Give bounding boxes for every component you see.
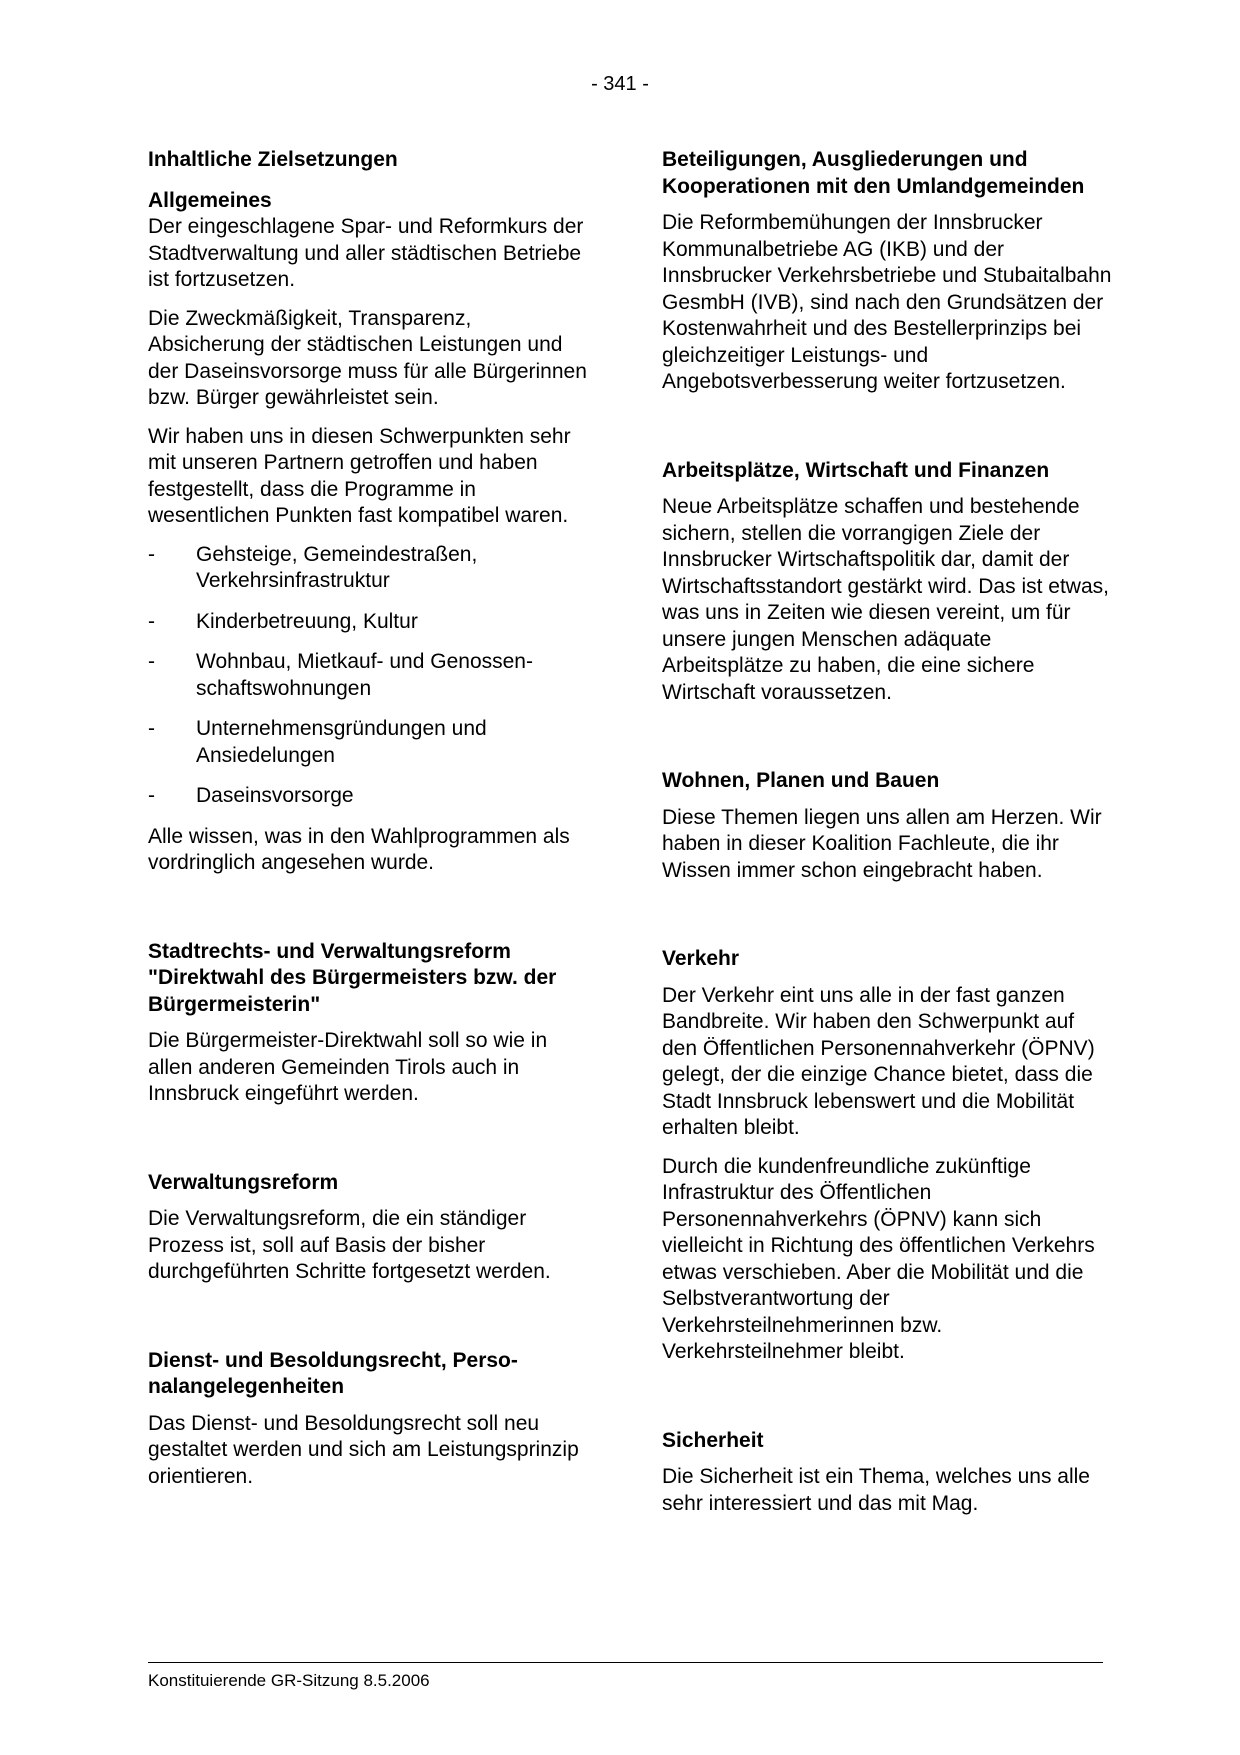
section-heading-verkehr: Verkehr <box>662 947 740 970</box>
dash-bullet: - <box>148 650 155 673</box>
paragraph: Diese Themen liegen uns allen am Herzen. Wir haben in dieser Koalition Fachleute, die ihr Wissen immer schon eingebracht haben. <box>662 805 1102 882</box>
list-item-text: Gehsteige, Gemeindestraßen, Verkehrsinfrastruktur <box>196 542 478 592</box>
footer-text: Konstituierende GR-Sitzung 8.5.2006 <box>148 1671 430 1690</box>
paragraph: Die Sicherheit ist ein Thema, welches uns alle sehr interessiert und das mit Mag. <box>662 1465 1090 1515</box>
paragraph: Wir haben uns in diesen Schwerpunkten sehr mit unseren Partnern getroffen und haben festgestellt, dass die Programme in wesentlichen Punkten fast kompatibel waren. <box>148 424 571 527</box>
paragraph: Das Dienst- und Besoldungsrecht soll neu gestaltet werden und sich am Leistungsprinzip orientieren. <box>148 1411 579 1488</box>
right-column <box>662 147 1112 1529</box>
dash-bullet: - <box>148 609 155 633</box>
list-item-text: Wohnbau, Mietkauf- und Genossenschaftswohnungen <box>196 650 533 700</box>
section-heading-sicherheit: Sicherheit <box>662 1428 764 1452</box>
list-item <box>148 649 588 702</box>
list-item <box>148 542 588 595</box>
list-item <box>148 783 588 810</box>
list-item-text: Kinderbetreuung, Kultur <box>196 609 418 633</box>
subheading-allgemeines: Allgemeines <box>148 188 272 212</box>
dash-bullet: - <box>148 717 155 740</box>
list-item <box>148 609 588 636</box>
paragraph: Durch die kundenfreundliche zukünftige Infrastruktur des Öffentlichen Personennahverkehrs (ÖPNV) kann sich vielleicht in Richtung des öffentlichen Verkehrs etwas verschieben. Aber die Mobilität und die Selbstverantwortung der Verkehrsteilnehmerinnen bzw. Verkehrsteilnehmer bleibt. <box>662 1154 1095 1363</box>
paragraph: Alle wissen, was in den Wahlprogrammen als vordringlich angesehen wurde. <box>148 824 570 874</box>
list-item <box>148 716 588 769</box>
section-heading-arbeitsplaetze: Arbeitsplätze, Wirtschaft und Finanzen <box>662 458 1050 482</box>
paragraph: Die Zweckmäßigkeit, Transparenz, Absicherung der städtischen Leistungen und der Daseinsvorsorge muss für alle Bürgerinnen bzw. Bürger gewährleistet sein. <box>148 306 587 409</box>
list-item-text: Unternehmensgründungen und Ansiedelungen <box>196 717 487 767</box>
footer-divider <box>148 1662 1103 1663</box>
paragraph: Der eingeschlagene Spar- und Reformkurs der Stadtverwaltung und aller städtischen Betriebe ist fortzusetzen. <box>148 215 584 291</box>
paragraph: Der Verkehr eint uns alle in der fast ganzen Bandbreite. Wir haben den Schwerpunkt auf den Öffentlichen Personennahverkehr (ÖPNV) gelegt, der die einzige Chance bietet, dass die Stadt Innsbruck lebenswert und die Mobilität erhalten bleibt. <box>662 983 1095 1139</box>
section-heading-wohnen: Wohnen, Planen und Bauen <box>662 769 940 792</box>
list-item-text: Daseinsvorsorge <box>196 784 354 807</box>
dash-bullet: - <box>148 784 155 807</box>
paragraph: Die Reformbemühungen der Innsbrucker Kommunalbetriebe AG (IKB) und der Innsbrucker Verkehrsbetriebe und Stubaitalbahn GesmbH (IVB), sind nach den Grundsätzen der Kostenwahrheit und des Bestellerprinzips bei gleichzeitiger Leistungs- und Angebotsverbesserung weiter fortzusetzen. <box>662 211 1112 393</box>
left-column <box>148 147 588 1502</box>
section-heading-dienstrecht: Dienst- und Besoldungsrecht, Personalangelegenheiten <box>148 1348 518 1398</box>
section-heading-stadtrechtsreform: Stadtrechts- und Verwaltungsreform "Direktwahl des Bürgermeisters bzw. der Bürgermeisterin" <box>148 939 557 1016</box>
section-heading-beteiligungen: Beteiligungen, Ausgliederungen und Kooperationen mit den Umlandgemeinden <box>662 148 1085 198</box>
dash-bullet: - <box>148 542 155 566</box>
section-heading-inhaltliche-zielsetzungen: Inhaltliche Zielsetzungen <box>148 148 398 171</box>
page-number: - 341 - <box>591 73 649 95</box>
section-heading-verwaltungsreform: Verwaltungsreform <box>148 1170 339 1194</box>
paragraph: Die Bürgermeister-Direktwahl soll so wie in allen anderen Gemeinden Tirols auch in Innsbruck eingeführt werden. <box>148 1029 548 1105</box>
paragraph: Neue Arbeitsplätze schaffen und bestehende sichern, stellen die vorrangigen Ziele der Innsbrucker Wirtschaftspolitik dar, damit der Wirtschaftsstandort gestärkt wird. Das ist etwas, was uns in Zeiten wie diesen vereint, um für unsere jungen Menschen adäquate Arbeitsplätze zu haben, die eine sichere Wirtschaft voraussetzen. <box>662 495 1109 704</box>
paragraph: Die Verwaltungsreform, die ein ständiger Prozess ist, soll auf Basis der bisher durchgeführten Schritte fortgesetzt werden. <box>148 1207 551 1283</box>
bullet-list <box>148 542 588 810</box>
